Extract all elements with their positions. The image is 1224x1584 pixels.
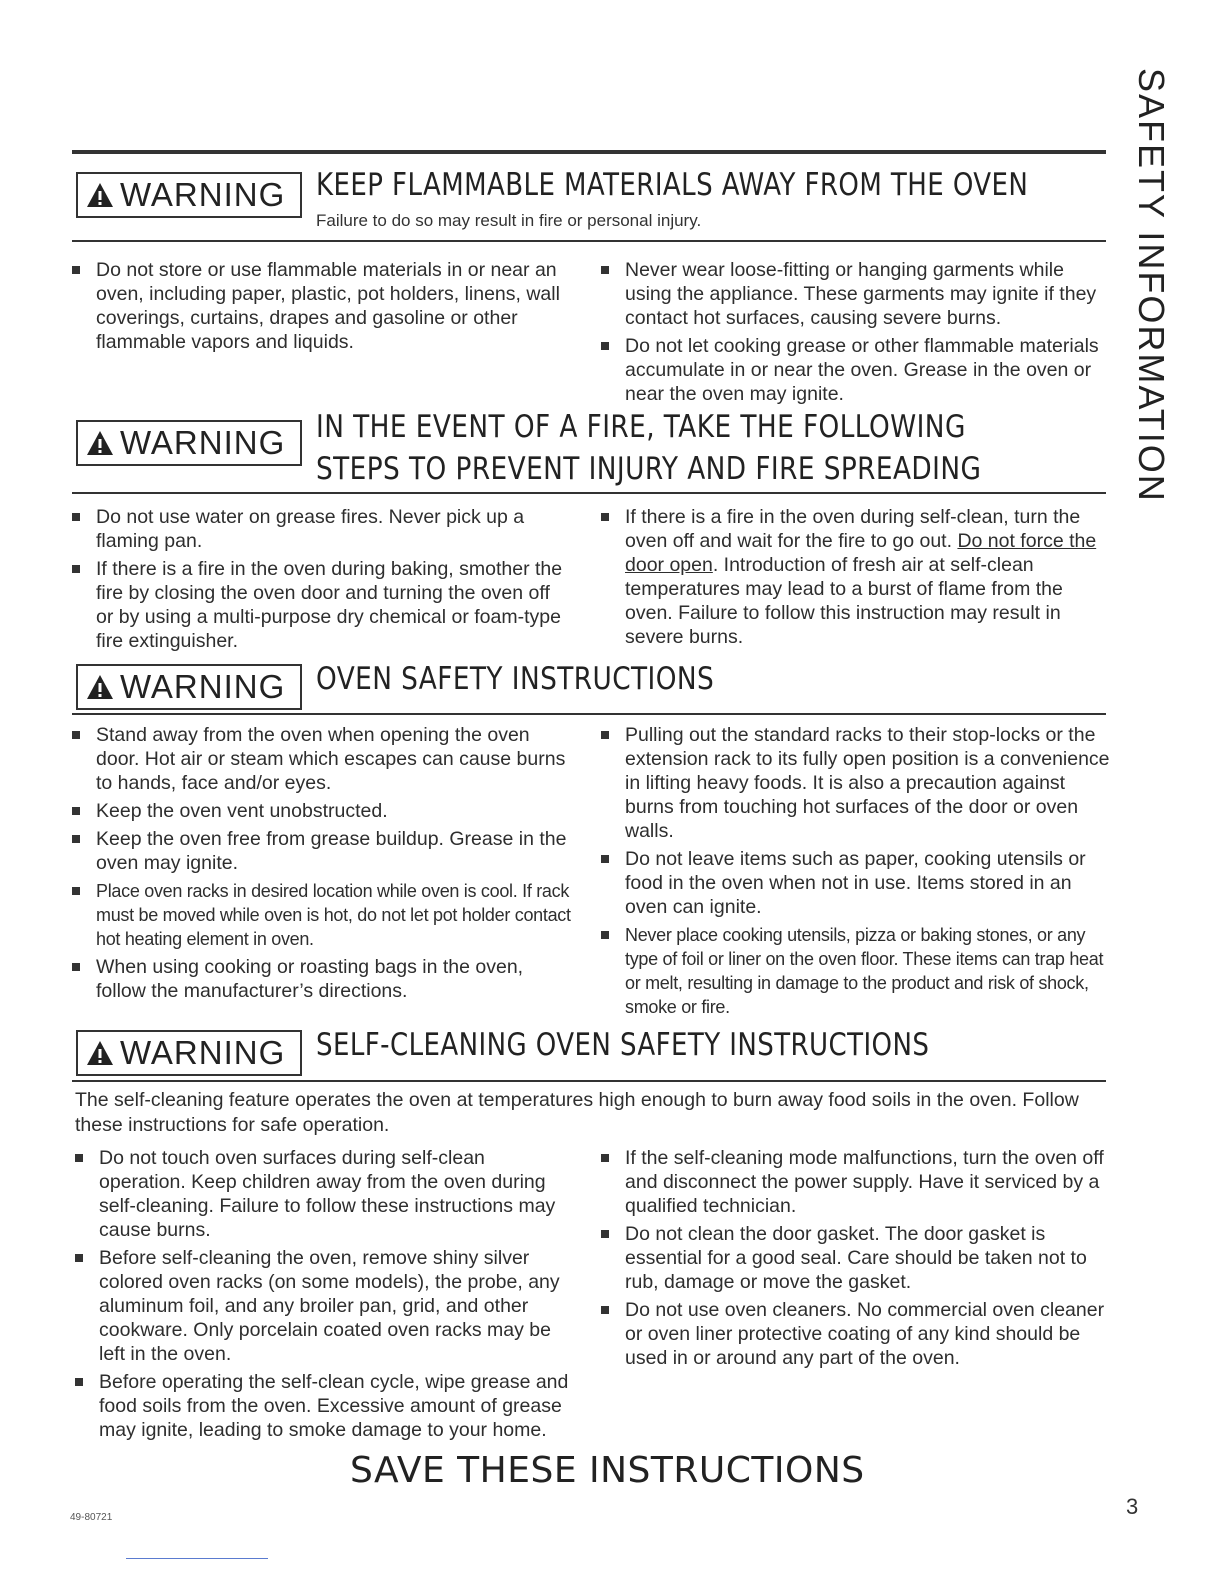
warning-triangle-icon xyxy=(86,1039,114,1067)
section-4-heading: SELF-CLEANING OVEN SAFETY INSTRUCTIONS xyxy=(316,1027,930,1063)
section-2-heading-line2: STEPS TO PREVENT INJURY AND FIRE SPREADING xyxy=(316,451,982,487)
list-item: If there is a fire in the oven during baking, smother the fire by closing the oven door and turning the oven off or by using a multi-purpose dry chemical or foam-type fire extinguisher. xyxy=(72,557,572,653)
list-item xyxy=(601,505,1111,649)
list-item: Do not touch oven surfaces during self-clean operation. Keep children away from the oven during self-cleaning. Failure to follow these instructions may cause burns. xyxy=(75,1146,575,1242)
section-1-left-list xyxy=(72,258,572,358)
section-1-rule xyxy=(72,240,1106,242)
section-1-top-rule xyxy=(72,150,1106,154)
side-tab xyxy=(1131,68,1172,503)
list-item-text: If there is a fire in the oven during self-clean, turn the oven off and wait for the fire to go out. xyxy=(625,506,1081,552)
warning-triangle-icon xyxy=(86,429,114,457)
list-item: Do not let cooking grease or other flammable materials accumulate in or near the oven. Grease in the oven or near the oven may ignite. xyxy=(601,334,1111,406)
section-4-rule xyxy=(72,1080,1106,1082)
save-instructions-title: SAVE THESE INSTRUCTIONS xyxy=(350,1450,865,1491)
list-item: Before self-cleaning the oven, remove shiny silver colored oven racks (on some models), the probe, any aluminum foil, and any broiler pan, grid, and other cookware. Only porcelain coated oven racks may be left in the oven. xyxy=(75,1246,575,1366)
section-2-right-list xyxy=(601,505,1111,653)
underlined-warning: Do not force the door open xyxy=(625,530,1097,576)
section-1-subheading: Failure to do so may result in fire or personal injury. xyxy=(316,211,702,230)
document-number: 49-80721 xyxy=(70,1512,113,1523)
section-3-left-list xyxy=(72,723,572,1007)
warning-triangle-icon xyxy=(86,181,114,209)
section-2-heading-line1: IN THE EVENT OF A FIRE, TAKE THE FOLLOWING xyxy=(316,409,966,445)
warning-badge xyxy=(76,172,302,218)
list-item: Do not use water on grease fires. Never pick up a flaming pan. xyxy=(72,505,572,553)
footer-line xyxy=(126,1558,268,1559)
warning-triangle-icon xyxy=(86,673,114,701)
warning-label: WARNING xyxy=(120,668,286,705)
list-item: Stand away from the oven when opening the oven door. Hot air or steam which escapes can cause burns to hands, face and/or eyes. xyxy=(72,723,572,795)
list-item: When using cooking or roasting bags in the oven, follow the manufacturer’s directions. xyxy=(72,955,572,1003)
list-item: Before operating the self-clean cycle, wipe grease and food soils from the oven. Excessive amount of grease may ignite, leading to smoke damage to your home. xyxy=(75,1370,575,1442)
section-3-heading: OVEN SAFETY INSTRUCTIONS xyxy=(316,661,715,697)
list-item: Keep the oven vent unobstructed. xyxy=(72,799,572,823)
section-1-heading: KEEP FLAMMABLE MATERIALS AWAY FROM THE OVEN xyxy=(316,167,1029,203)
list-item: Do not leave items such as paper, cooking utensils or food in the oven when not in use. Items stored in an oven can ignite. xyxy=(601,847,1111,919)
section-3-rule xyxy=(72,713,1106,715)
section-2-rule xyxy=(72,492,1106,494)
list-item: Do not store or use flammable materials in or near an oven, including paper, plastic, pot holders, linens, wall coverings, curtains, drapes and gasoline or other flammable vapors and liquids. xyxy=(72,258,572,354)
section-2-left-list xyxy=(72,505,572,657)
page-number: 3 xyxy=(1126,1494,1139,1519)
list-item: Place oven racks in desired location while oven is cool. If rack must be moved while oven is hot, do not let pot holder contact hot heating element in oven. xyxy=(72,879,572,951)
warning-badge xyxy=(76,664,302,710)
side-tab-label: SAFETY INFORMATION xyxy=(1131,68,1172,503)
section-3-right-list xyxy=(601,723,1111,1023)
warning-label: WARNING xyxy=(120,424,286,461)
warning-badge xyxy=(76,420,302,466)
warning-badge xyxy=(76,1030,302,1076)
list-item: If the self-cleaning mode malfunctions, turn the oven off and disconnect the power supply. Have it serviced by a qualified technician. xyxy=(601,1146,1111,1218)
list-item: Never place cooking utensils, pizza or baking stones, or any type of foil or liner on the oven floor. These items can trap heat or melt, resulting in damage to the product and risk of shock, smoke or fire. xyxy=(601,923,1111,1019)
section-4-left-list xyxy=(75,1146,575,1446)
section-4-right-list xyxy=(601,1146,1111,1374)
list-item: Keep the oven free from grease buildup. Grease in the oven may ignite. xyxy=(72,827,572,875)
warning-label: WARNING xyxy=(120,176,286,213)
list-item-text: . Introduction of fresh air at self-clean temperatures may lead to a burst of flame from the oven. Failure to follow this instruction may result in severe burns. xyxy=(625,554,1063,648)
list-item: Do not use oven cleaners. No commercial oven cleaner or oven liner protective coating of any kind should be used in or around any part of the oven. xyxy=(601,1298,1111,1370)
list-item: Do not clean the door gasket. The door gasket is essential for a good seal. Care should be taken not to rub, damage or move the gasket. xyxy=(601,1222,1111,1294)
list-item: Pulling out the standard racks to their stop-locks or the extension rack to its fully open position is a convenience in lifting heavy foods. It is also a precaution against burns from touching hot surfaces of the door or oven walls. xyxy=(601,723,1111,843)
section-4-intro: The self-cleaning feature operates the oven at temperatures high enough to burn away food soils in the oven. Follow these instructions for safe operation. xyxy=(75,1089,1079,1136)
warning-label: WARNING xyxy=(120,1034,286,1071)
list-item: Never wear loose-fitting or hanging garments while using the appliance. These garments may ignite if they contact hot surfaces, causing severe burns. xyxy=(601,258,1111,330)
section-1-right-list xyxy=(601,258,1111,410)
